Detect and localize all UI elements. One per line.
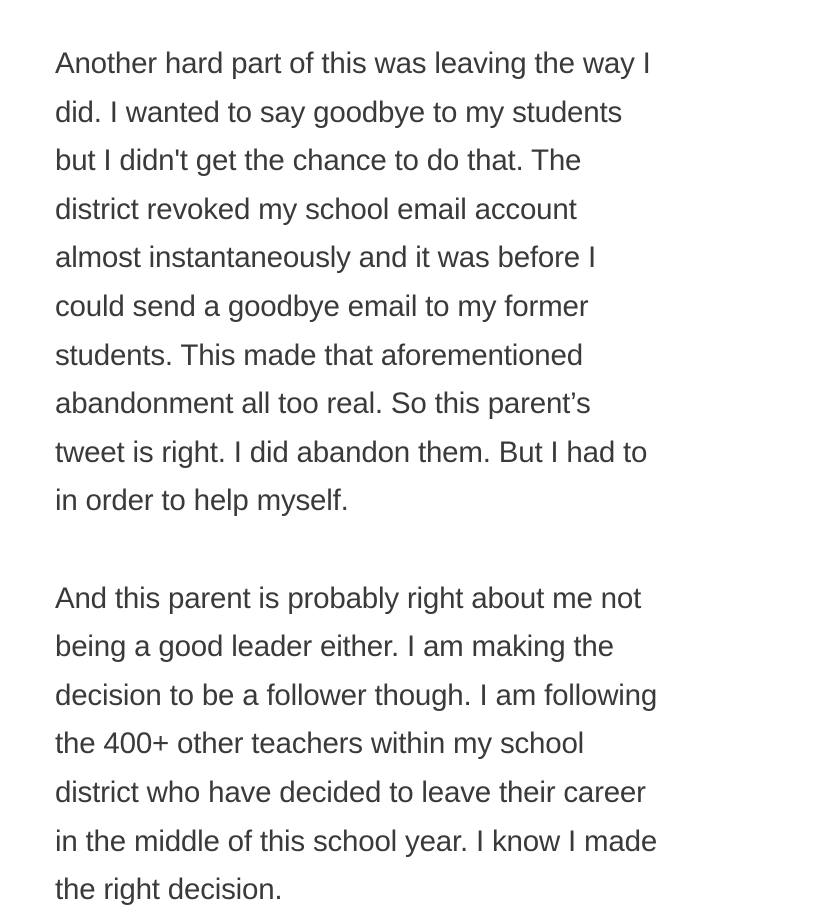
paragraph-gap bbox=[55, 526, 795, 575]
text-line: in order to help myself. bbox=[55, 484, 349, 518]
text-line: the right decision. bbox=[55, 873, 283, 907]
note-body bbox=[55, 40, 795, 915]
text-line: but I didn't get the chance to do that. The bbox=[55, 144, 582, 178]
text-line: in the middle of this school year. I know I made bbox=[55, 824, 658, 858]
text-line: students. This made that aforementioned bbox=[55, 338, 583, 372]
text-line: Another hard part of this was leaving the way I bbox=[55, 47, 651, 80]
paragraph-1 bbox=[55, 40, 795, 526]
text-line: abandonment all too real. So this parent’s bbox=[55, 387, 591, 421]
paragraph-2 bbox=[55, 575, 795, 915]
text-line: district revoked my school email account bbox=[55, 192, 577, 226]
text-line: could send a goodbye email to my former bbox=[55, 289, 589, 323]
text-line: being a good leader either. I am making the bbox=[55, 630, 614, 664]
text-line: district who have decided to leave their career bbox=[55, 775, 646, 809]
text-line: decision to be a follower though. I am following bbox=[55, 678, 658, 712]
text-line: the 400+ other teachers within my school bbox=[55, 727, 585, 761]
text-line: did. I wanted to say goodbye to my students bbox=[55, 95, 622, 129]
text-line: And this parent is probably right about me not bbox=[55, 581, 642, 615]
text-line: tweet is right. I did abandon them. But I had to bbox=[55, 435, 648, 469]
text-line: almost instantaneously and it was before I bbox=[55, 241, 596, 275]
